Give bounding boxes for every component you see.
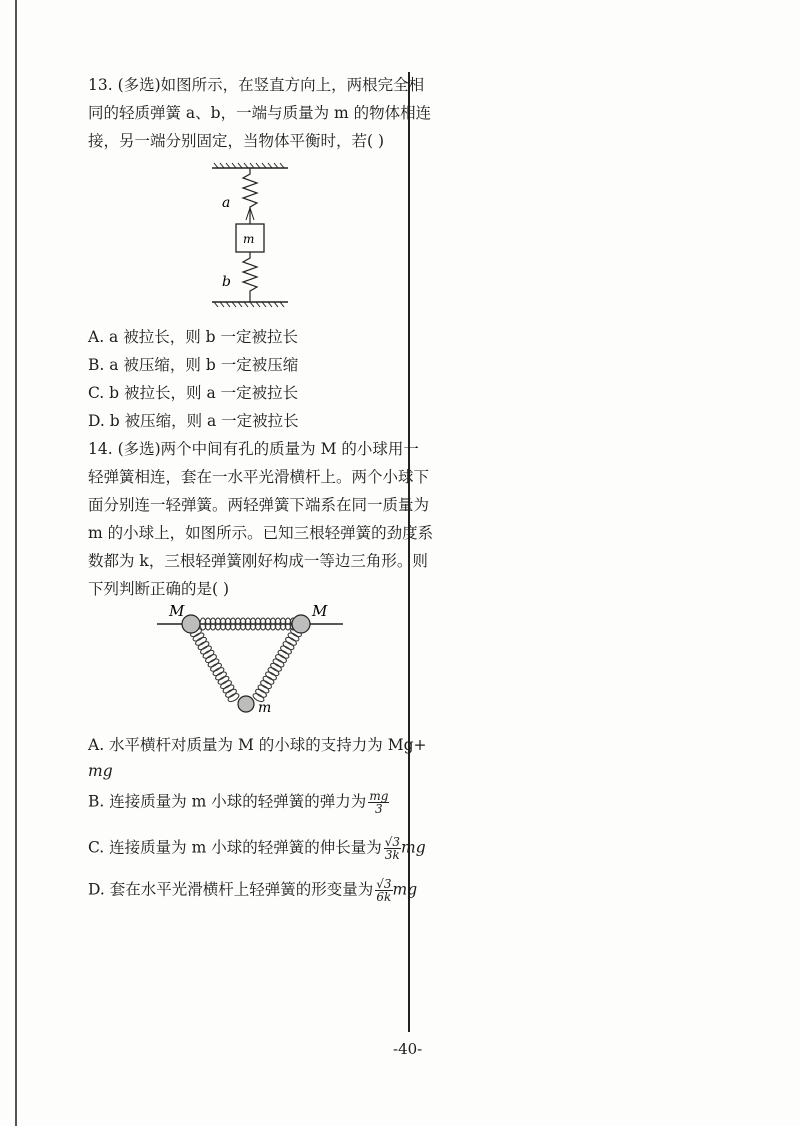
- label-M-left: M: [169, 602, 185, 620]
- q14-line-3: 面分别连一轻弹簧。两轻弹簧下端系在同一质量为: [88, 496, 430, 514]
- q14-line-6: 下列判断正确的是( ): [88, 580, 230, 598]
- page-number: -40-: [393, 1040, 423, 1058]
- ball-m-bottom: [238, 696, 254, 712]
- q13-spring-figure: [200, 162, 300, 312]
- q14-line-5: 数都为 k，三根轻弹簧刚好构成一等边三角形。则: [88, 552, 428, 570]
- q14-option-d-tail: mg: [392, 880, 418, 899]
- q14-option-d-numerator: √3: [376, 877, 392, 891]
- spring-a: [243, 168, 257, 224]
- q13-option-c: C. b 被拉长，则 a 一定被拉长: [88, 384, 299, 402]
- q14-option-b-numerator: mg: [369, 789, 389, 803]
- q14-line-4: m 的小球上，如图所示。已知三根轻弹簧的劲度系: [88, 524, 434, 542]
- binding-edge-line: [15, 0, 17, 1126]
- q14-option-d: [88, 878, 417, 903]
- q13-option-a: A. a 被拉长，则 b 一定被拉长: [88, 328, 298, 346]
- q14-option-c: [88, 836, 426, 861]
- q14-option-b-fraction: [368, 790, 389, 815]
- q14-option-d-text: D. 套在水平光滑横杆上轻弹簧的形变量为: [88, 880, 374, 899]
- spring-b: [243, 252, 257, 302]
- ball-M-right: [292, 615, 310, 633]
- q13-line-2: 同的轻质弹簧 a、b，一端与质量为 m 的物体相连: [88, 104, 432, 122]
- q14-option-b: [88, 790, 389, 815]
- left-diagonal-spring: [189, 627, 240, 703]
- q14-option-c-denominator: 3k: [384, 848, 400, 862]
- label-m-bottom: m: [258, 700, 272, 716]
- label-M-right: M: [312, 602, 328, 620]
- q14-option-c-numerator: √3: [384, 835, 400, 849]
- right-diagonal-spring: [252, 627, 303, 703]
- q13-line-1: 13. (多选)如图所示，在竖直方向上，两根完全相: [88, 76, 425, 94]
- q14-option-a-line-1: A. 水平横杆对质量为 M 的小球的支持力为 Mg+: [88, 736, 427, 754]
- label-a: a: [222, 195, 231, 211]
- ball-M-left: [182, 615, 200, 633]
- q13-line-3: 接，另一端分别固定，当物体平衡时，若( ): [88, 132, 385, 150]
- q14-option-c-fraction: [384, 836, 401, 861]
- q14-option-d-fraction: [375, 878, 392, 903]
- q14-option-b-text: B. 连接质量为 m 小球的轻弹簧的弹力为: [88, 792, 367, 811]
- q14-option-b-denominator: 3: [375, 802, 383, 816]
- q13-option-d: D. b 被压缩，则 a 一定被拉长: [88, 412, 299, 430]
- label-b: b: [222, 274, 231, 290]
- label-m: m: [243, 232, 255, 246]
- q14-option-d-denominator: 6k: [376, 890, 392, 904]
- q13-option-b: B. a 被压缩，则 b 一定被压缩: [88, 356, 299, 374]
- q14-option-c-tail: mg: [401, 838, 426, 857]
- q14-option-a-line-2: mg: [88, 762, 113, 780]
- q14-line-1: 14. (多选)两个中间有孔的质量为 M 的小球用一: [88, 440, 419, 458]
- q14-option-c-text: C. 连接质量为 m 小球的轻弹簧的伸长量为: [88, 838, 382, 857]
- q14-triangle-figure: [155, 600, 350, 720]
- q14-line-2: 轻弹簧相连，套在一水平光滑横杆上。两个小球下: [88, 468, 430, 486]
